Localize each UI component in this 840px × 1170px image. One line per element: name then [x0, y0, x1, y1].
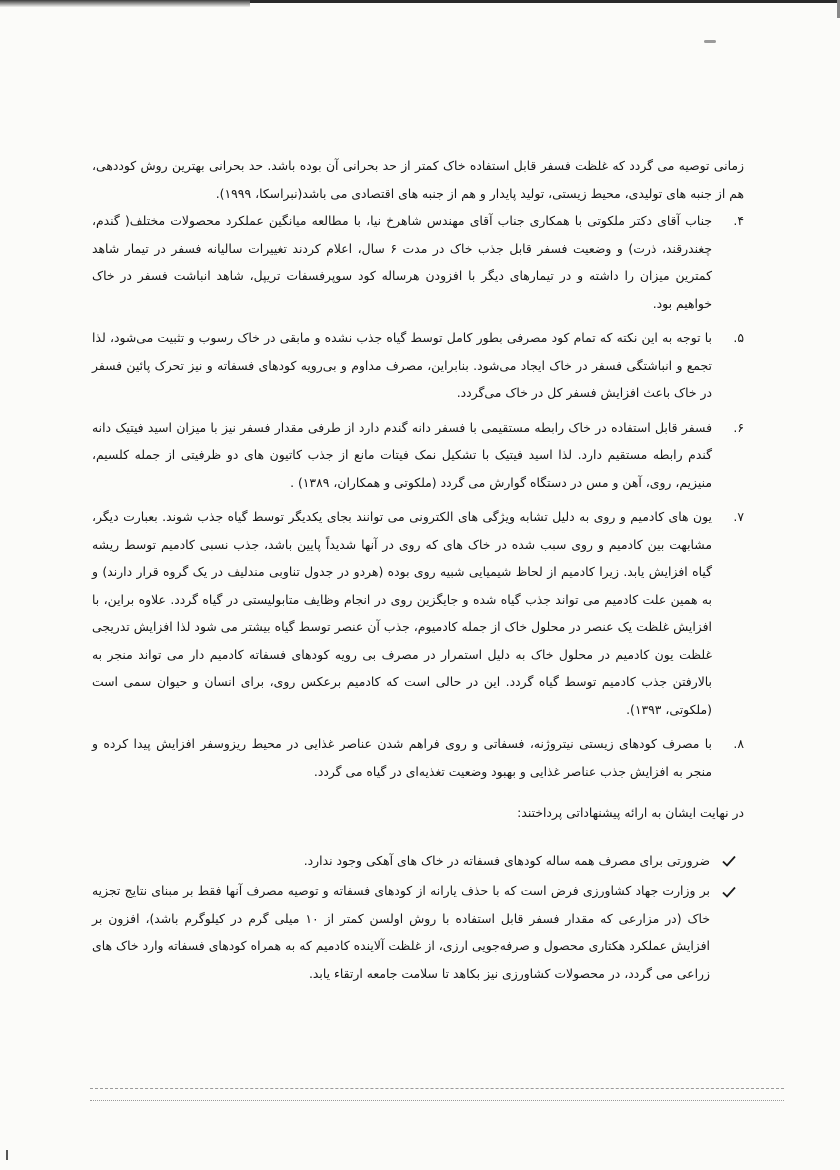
item-text: جناب آقای دکتر ملکوتی با همکاری جناب آقای مهندس شاهرخ نیا، با مطالعه میانگین عملکرد محصولات مختلف( گندم، چغندرقند، ذرت) و وضعیت فسفر قابل جذب خاک در مدت ۶ سال، اعلام کردند تغییرات سالیانه فسفر در تیمار شاهد کمترین میزان را داشته و در تیمارهای دیگر با افزودن هرساله کود سوپرفسفات تریپل، شاهد انباشت فسفر در خاک خواهیم بود.: [92, 213, 712, 311]
recommendation-text: بر وزارت جهاد کشاورزی فرض است که با حذف یارانه از کودهای فسفاته و توصیه مصرف آنها فقط بر مبنای نتایج تجزیه خاک (در مزارعی که مقدار فسفر قابل استفاده با روش اولسن کمتر از ۱۰ میلی گرم در کیلوگرم باشد)، افزون بر افزایش عملکرد هکتاری محصول و صرفه‌جویی ارزی، از غلظت آلاینده کادمیم که به همراه کودهای فسفاته وارد خاک های زراعی می گردد، در محصولات کشاورزی نیز بکاهد تا سلامت جامعه ارتقاء یابد.: [92, 883, 710, 981]
item-text: با مصرف کودهای زیستی نیتروژنه، فسفاتی و روی فراهم شدن عناصر غذایی در محیط ریزوسفر افزایش پیدا کرده و منجر به افزایش جذب عناصر غذایی و بهبود وضعیت تغذیه‌ای در گیاه می گردد.: [92, 736, 712, 779]
recommendations-lead: در نهایت ایشان به ارائه پیشنهاداتی پرداختند:: [517, 805, 744, 820]
item-number: ۶.: [733, 419, 744, 435]
checkmark-icon: [718, 847, 740, 875]
numbered-item: [92, 207, 744, 317]
numbered-item: [92, 503, 744, 723]
numbered-item: [92, 414, 744, 497]
footer-divider: [90, 1100, 784, 1101]
scan-edge-mark: [6, 1150, 8, 1160]
item-number: ۸.: [733, 736, 744, 751]
numbered-item: [92, 730, 744, 785]
recommendation-item: [92, 847, 744, 875]
scan-speck: [704, 40, 716, 43]
intro-paragraph: زمانی توصیه می گردد که غلظت فسفر قابل استفاده خاک کمتر از حد بحرانی آن بوده باشد. حد بحرانی بهترین روش کوددهی، هم از جنبه های تولیدی، محیط زیستی، تولید پایدار و هم از جنبه های اقتصادی می باشد(نبراسکا، ۱۹۹۹).: [92, 158, 744, 201]
scan-edge-corner: [0, 0, 250, 7]
numbered-item: [92, 324, 744, 407]
footer-divider: [90, 1088, 784, 1089]
document-body: [92, 152, 744, 990]
item-text: یون های کادمیم و روی به دلیل تشابه ویژگی های الکترونی می توانند بجای یکدیگر توسط گیاه جذب شوند. بعبارت دیگر، مشابهت بین کادمیم و روی سبب شده در خاک های که روی در آنها شدیداً پایین باشد، جذب نسبی کادمیم توسط ریشه گیاه افزایش یابد. زیرا کادمیم از لحاظ شیمیایی شبیه روی بوده (هردو در جدول تناوبی مندلیف در یک گروه قرار دارند) و به همین علت کادمیم می تواند جذب گیاه شده و جایگزین روی در انجام وظایف متابولیستی در گیاه گردد. علاوه براین، با افزایش غلظت یک عنصر در محلول خاک از جمله کادمیوم، جذب آن عنصر توسط گیاه بیشتر می شود لذا افزایش تدریجی غلظت یون کادمیم در محلول خاک به دلیل استمرار در مصرف بی رویه کودهای فسفاته کادمیم دار می تواند منجر به بالارفتن جذب کادمیم توسط گیاه گردد. این در حالی است که کادمیم برعکس روی، برای انسان و حیوان سمی است (ملکوتی، ۱۳۹۳).: [92, 509, 712, 717]
checkmark-icon: [718, 877, 740, 905]
item-number: ۷.: [733, 509, 744, 524]
recommendation-text: ضرورتی برای مصرف همه ساله کودهای فسفاته در خاک های آهکی وجود ندارد.: [303, 852, 710, 868]
item-text: فسفر قابل استفاده در خاک رابطه مستقیمی با فسفر دانه گندم دارد از طرفی مقدار فسفر نیز با میزان اسید فیتیک دانه گندم رابطه مستقیم دارد. لذا اسید فیتیک با تشکیل نمک فیتات مانع از جذب کاتیون های دو ظرفیتی از جمله کلسیم، منیزیم، روی، آهن و مس در دستگاه گوارش می گردد (ملکوتی و همکاران، ۱۳۸۹) .: [92, 419, 712, 490]
item-number: ۵.: [733, 330, 744, 345]
item-text: با توجه به این نکته که تمام کود مصرفی بطور کامل توسط گیاه جذب نشده و مابقی در خاک رسوب و تثبیت می‌شود، لذا تجمع و انباشتگی فسفر در خاک ایجاد می‌شود. بنابراین، مصرف مداوم و بی‌رویه کودهای فسفاته و نیز تحرک پائین فسفر در خاک باعث افزایش فسفر کل در خاک می‌گردد.: [92, 330, 712, 400]
recommendation-item: [92, 877, 744, 987]
item-number: ۴.: [733, 213, 744, 228]
